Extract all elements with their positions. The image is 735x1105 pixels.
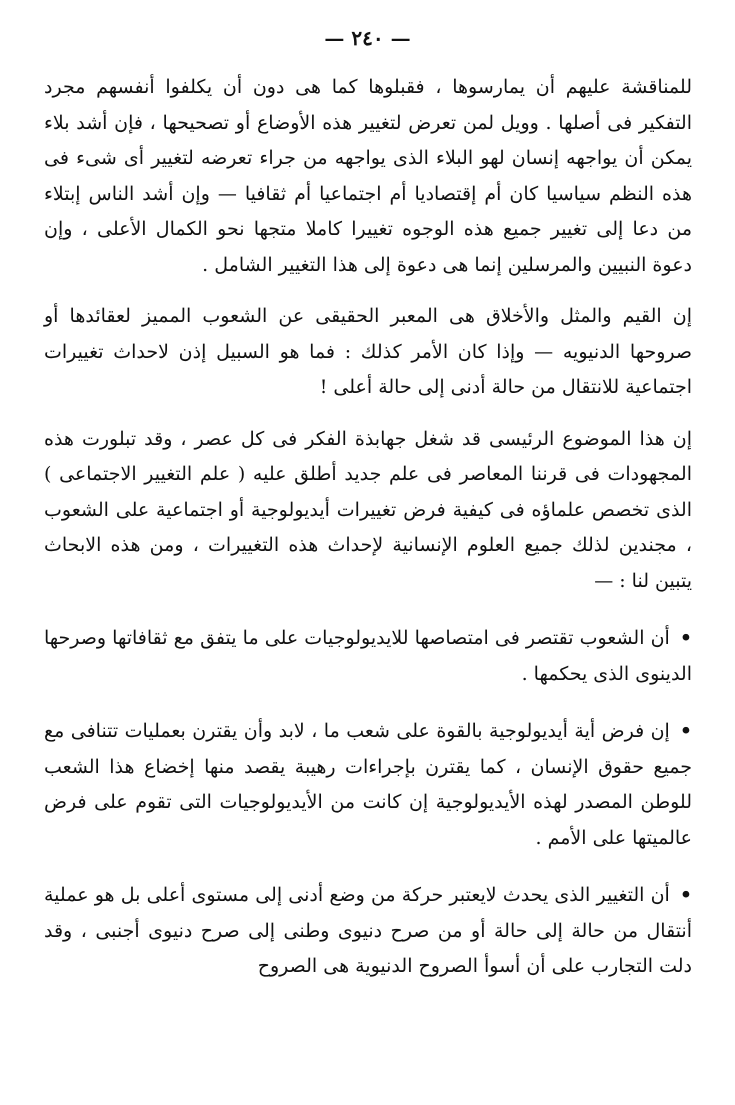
- bullet-marker: •: [679, 627, 692, 649]
- bullet-item: [44, 878, 692, 985]
- bullet-text: أن الشعوب تقتصر فى امتصاصها للايديولوجيات على ما يتفق مع ثقافاتها وصرحها الدينوى الذى يحكمها .: [44, 627, 692, 685]
- bullet-text: أن التغيير الذى يحدث لايعتبر حركة من وضع أدنى إلى مستوى أعلى بل هو عملية أنتقال من حالة إلى حالة أو من صرح دنيوى وطنى إلى صرح دنيوى أجنبى ، وقد دلت التجارب على أن أسوأ الصروح الدنيوية هى الصروح: [44, 884, 692, 977]
- bullet-text: إن فرض أية أيديولوجية بالقوة على شعب ما ، لابد وأن يقترن بعمليات تتنافى مع جميع حقوق الإنسان ، كما يقترن بإجراءات رهيبة يقصد منها إخضاع هذا الشعب للوطن المصدر لهذه الأيديولوجية إن كانت من الأيديولوجيات التى تقوم على فرض عالميتها على الأمم .: [44, 720, 692, 849]
- bullet-marker: •: [679, 884, 692, 906]
- paragraph: إن هذا الموضوع الرئيسى قد شغل جهابذة الفكر فى كل عصر ، وقد تبلورت هذه المجهودات فى قرننا المعاصر فى علم جديد أطلق عليه ( علم التغيير الاجتماعى ) الذى تخصص علماؤه فى كيفية فرض تغييرات أيديولوجية أو اجتماعية على الشعوب ، مجندين لذلك جميع العلوم الإنسانية لإحداث هذه التغييرات ، ومن هذه الابحاث يتبين لنا : —: [44, 427, 692, 592]
- page-number: — ٢٤٠ —: [324, 26, 411, 50]
- bullet-item: [44, 714, 692, 856]
- body-text: [44, 70, 692, 985]
- bullet-item: [44, 621, 692, 692]
- paragraph: للمناقشة عليهم أن يمارسوها ، فقبلوها كما هى دون أن يكلفوا أنفسهم مجرد التفكير فى أصلها . وويل لمن تعرض لتغيير هذه الأوضاع أو تصحيحها ، فإن أشد بلاء يمكن أن يواجهه إنسان لهو البلاء الذى يواجهه من جراء تعرضه لتغيير أى شىء فى هذه النظم سياسيا كان أم إقتصاديا أم اجتماعيا أم ثقافيا — وإن أشد الناس إبتلاء من دعا إلى تغيير جميع هذه الوجوه تغييرا كاملا متجها نحو الكمال الأعلى ، وإن دعوة النبيين والمرسلين إنما هى دعوة إلى هذا التغيير الشامل .: [44, 76, 692, 276]
- bullet-marker: •: [679, 720, 692, 742]
- paragraph: إن القيم والمثل والأخلاق هى المعبر الحقيقى عن الشعوب المميز لعقائدها أو صروحها الدنيويه — وإذا كان الأمر كذلك : فما هو السبيل إذن لاحداث تغييرات اجتماعية للانتقال من حالة أدنى إلى حالة أعلى !: [44, 305, 692, 398]
